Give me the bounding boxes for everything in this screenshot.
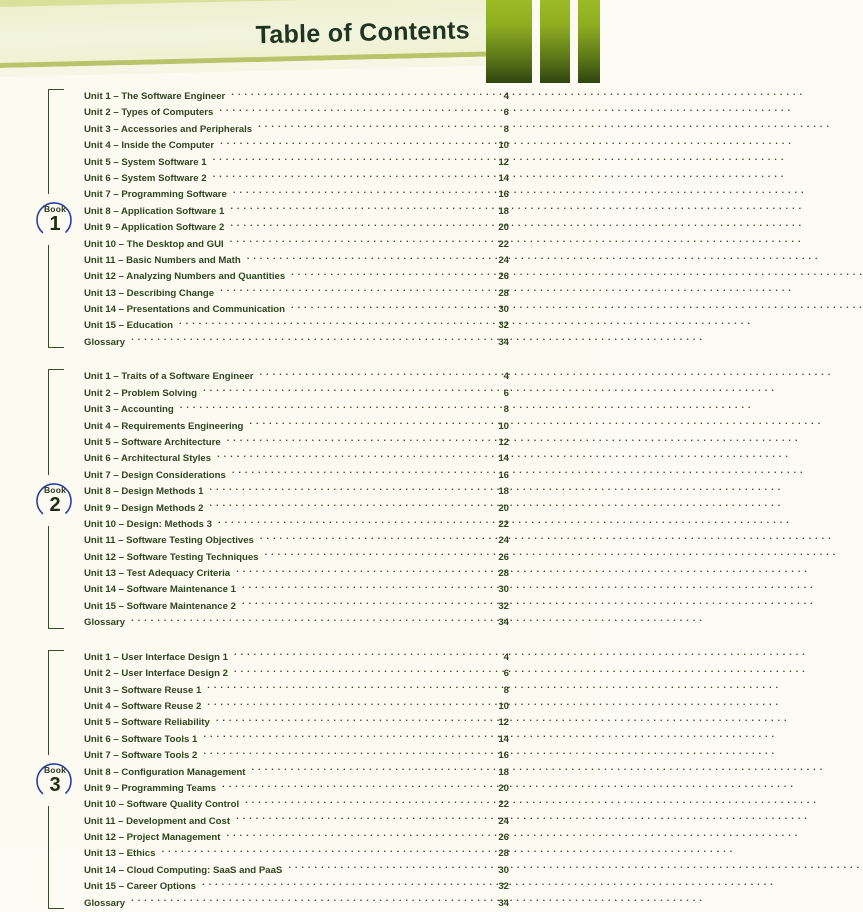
toc-entry-page-number: 14 xyxy=(498,172,509,184)
toc-leader-dots xyxy=(234,665,487,676)
toc-leader-dots xyxy=(260,368,487,379)
toc-leader-dots xyxy=(219,104,487,115)
toc-entry-page-number: 30 xyxy=(498,584,509,596)
toc-entry-page-number: 6 xyxy=(503,668,509,680)
toc-entry-list xyxy=(84,649,509,911)
book-badge-2 xyxy=(33,478,77,522)
toc-leader-dots xyxy=(131,614,487,625)
toc-entry-label: Unit 15 – Education xyxy=(84,320,174,332)
toc-entry-page-number: 26 xyxy=(498,551,509,563)
toc-entry-page-number: 30 xyxy=(498,864,509,876)
toc-entry-label: Unit 4 – Software Reuse 2 xyxy=(84,700,202,712)
toc-entry-page-number: 4 xyxy=(503,371,509,383)
toc-entry-label: Unit 13 – Ethics xyxy=(84,848,156,860)
book-bracket-bottom xyxy=(48,245,64,348)
toc-entry-page-number: 12 xyxy=(498,717,509,729)
toc-leader-dots xyxy=(236,813,487,824)
toc-leader-dots xyxy=(245,796,487,807)
toc-entry-label: Unit 7 – Programming Software xyxy=(84,189,227,201)
toc-entry-page-number: 26 xyxy=(498,832,509,844)
toc-entry-label: Unit 7 – Design Considerations xyxy=(84,469,226,481)
toc-leader-dots xyxy=(249,418,487,429)
toc-content xyxy=(0,88,600,911)
toc-leader-dots xyxy=(291,301,487,312)
toc-entry-label: Unit 10 – The Desktop and GUI xyxy=(84,238,224,250)
toc-entry-label: Glossary xyxy=(84,617,126,629)
toc-leader-dots xyxy=(216,714,487,725)
toc-entry-label: Unit 5 – Software Architecture xyxy=(84,436,221,448)
toc-entry-label: Unit 15 – Software Maintenance 2 xyxy=(84,600,236,612)
toc-leader-dots xyxy=(232,467,487,478)
toc-leader-dots xyxy=(291,268,487,279)
toc-entry-label: Unit 15 – Career Options xyxy=(84,881,196,893)
toc-entry-page-number: 30 xyxy=(498,304,509,316)
book-badge-word: Book xyxy=(43,204,67,215)
toc-entry-page-number: 34 xyxy=(498,897,509,909)
toc-leader-dots xyxy=(242,581,487,592)
toc-leader-dots xyxy=(213,170,487,181)
book-badge-word: Book xyxy=(43,764,67,775)
toc-leader-dots xyxy=(252,764,487,775)
toc-leader-dots xyxy=(180,401,487,412)
toc-entry-label: Unit 1 – User Interface Design 1 xyxy=(84,651,228,663)
book-bracket-bottom xyxy=(48,806,64,909)
toc-leader-dots xyxy=(258,121,487,132)
toc-entry-label: Unit 10 – Software Quality Control xyxy=(84,799,240,811)
book-badge-number: 1 xyxy=(49,213,61,236)
toc-entry-page-number: 10 xyxy=(498,140,509,152)
toc-entry-label: Unit 12 – Project Management xyxy=(84,832,221,844)
book-bracket-top xyxy=(48,89,64,194)
green-bar-1 xyxy=(486,0,532,83)
toc-entry[interactable] xyxy=(84,334,509,350)
toc-entry-page-number: 32 xyxy=(498,881,509,893)
toc-entry-page-number: 4 xyxy=(503,651,509,663)
toc-leader-dots xyxy=(218,516,487,527)
toc-entry-page-number: 34 xyxy=(498,617,509,629)
toc-leader-dots xyxy=(202,878,487,889)
book-group-1 xyxy=(0,88,600,350)
toc-leader-dots xyxy=(209,483,487,494)
toc-entry-label: Unit 8 – Design Methods 1 xyxy=(84,486,204,498)
toc-entry-page-number: 26 xyxy=(498,271,509,283)
toc-leader-dots xyxy=(230,236,487,247)
toc-entry-page-number: 28 xyxy=(498,848,509,860)
toc-entry-label: Unit 13 – Describing Change xyxy=(84,287,215,299)
book-badge-number: 3 xyxy=(49,773,61,796)
toc-entry-label: Unit 13 – Test Adequacy Criteria xyxy=(84,568,231,580)
toc-entry-label: Unit 4 – Requirements Engineering xyxy=(84,420,244,432)
toc-entry-page-number: 18 xyxy=(498,486,509,498)
toc-entry-label: Unit 8 – Application Software 1 xyxy=(84,205,225,217)
toc-leader-dots xyxy=(203,747,487,758)
toc-leader-dots xyxy=(233,186,487,197)
toc-leader-dots xyxy=(288,862,487,873)
toc-entry-label: Unit 11 – Basic Numbers and Math xyxy=(84,254,241,266)
page-title: Table of Contents xyxy=(255,16,471,50)
toc-entry-list xyxy=(84,88,509,350)
toc-entry-page-number: 22 xyxy=(498,799,509,811)
toc-entry-page-number: 24 xyxy=(498,535,509,547)
toc-entry-page-number: 32 xyxy=(498,320,509,332)
toc-entry-page-number: 20 xyxy=(498,782,509,794)
toc-entry-label: Unit 5 – Software Reliability xyxy=(84,717,210,729)
toc-entry-page-number: 24 xyxy=(498,254,509,266)
toc-entry-page-number: 20 xyxy=(498,502,509,514)
toc-entry-label: Unit 3 – Accessories and Peripherals xyxy=(84,123,253,135)
toc-leader-dots xyxy=(265,549,488,560)
toc-entry-label: Unit 5 – System Software 1 xyxy=(84,156,207,168)
toc-leader-dots xyxy=(179,317,487,328)
toc-entry-label: Unit 3 – Accounting xyxy=(84,404,174,416)
toc-leader-dots xyxy=(234,649,487,660)
toc-entry-page-number: 16 xyxy=(498,469,509,481)
toc-entry-page-number: 6 xyxy=(503,107,509,119)
toc-leader-dots xyxy=(131,334,487,345)
toc-leader-dots xyxy=(220,137,487,148)
toc-entry-page-number: 4 xyxy=(503,91,509,102)
toc-entry-page-number: 10 xyxy=(498,420,509,432)
toc-entry-label: Unit 11 – Development and Cost xyxy=(84,815,231,827)
toc-leader-dots xyxy=(226,829,487,840)
toc-entry-page-number: 22 xyxy=(498,238,509,250)
toc-entry-label: Unit 14 – Software Maintenance 1 xyxy=(84,584,236,596)
toc-entry-page-number: 8 xyxy=(503,123,509,135)
toc-leader-dots xyxy=(207,698,487,709)
toc-entry-page-number: 6 xyxy=(503,387,509,399)
toc-leader-dots xyxy=(131,895,487,906)
toc-leader-dots xyxy=(260,532,487,543)
toc-entry-label: Unit 9 – Application Software 2 xyxy=(84,222,225,234)
book-group-2 xyxy=(0,368,600,630)
toc-leader-dots xyxy=(247,252,487,263)
book-badge-1 xyxy=(33,197,77,241)
toc-entry-page-number: 12 xyxy=(498,156,509,168)
toc-entry-page-number: 34 xyxy=(498,336,509,348)
toc-entry-page-number: 28 xyxy=(498,287,509,299)
toc-entry-page-number: 12 xyxy=(498,436,509,448)
toc-leader-dots xyxy=(230,203,487,214)
toc-entry-page-number: 16 xyxy=(498,189,509,201)
book-bracket-top xyxy=(48,369,64,474)
toc-entry-label: Glossary xyxy=(84,336,126,348)
toc-leader-dots xyxy=(203,385,487,396)
toc-entry-page-number: 20 xyxy=(498,222,509,234)
book-badge-word: Book xyxy=(43,484,67,495)
toc-entry-label: Unit 14 – Presentations and Communication xyxy=(84,304,285,316)
toc-entry-page-number: 28 xyxy=(498,568,509,580)
toc-entry-label: Unit 2 – Problem Solving xyxy=(84,387,198,399)
toc-entry-label: Unit 10 – Design: Methods 3 xyxy=(84,518,212,530)
toc-entry-page-number: 22 xyxy=(498,518,509,530)
decorative-green-bars xyxy=(486,0,600,83)
green-bar-3 xyxy=(578,0,600,83)
toc-leader-dots xyxy=(231,88,487,99)
toc-entry-label: Glossary xyxy=(84,897,126,909)
toc-entry-page-number: 8 xyxy=(503,404,509,416)
toc-entry-label: Unit 6 – Software Tools 1 xyxy=(84,733,198,745)
toc-entry-page-number: 18 xyxy=(498,766,509,778)
toc-leader-dots xyxy=(217,450,487,461)
toc-entry-page-number: 32 xyxy=(498,600,509,612)
toc-entry-page-number: 14 xyxy=(498,453,509,465)
toc-entry-label: Unit 6 – Architectural Styles xyxy=(84,453,212,465)
book-badge-number: 2 xyxy=(49,493,61,516)
toc-entry-label: Unit 9 – Design Methods 2 xyxy=(84,502,204,514)
book-bracket-top xyxy=(48,650,64,755)
book-badge-3 xyxy=(33,758,77,802)
toc-leader-dots xyxy=(220,285,487,296)
toc-entry-label: Unit 1 – Traits of a Software Engineer xyxy=(84,371,254,383)
toc-entry-label: Unit 1 – The Software Engineer xyxy=(84,91,226,102)
book-bracket-bottom xyxy=(48,526,64,629)
toc-entry-label: Unit 12 – Analyzing Numbers and Quantities xyxy=(84,271,286,283)
green-bar-2 xyxy=(540,0,570,83)
book-group-3 xyxy=(0,649,600,911)
toc-entry-label: Unit 8 – Configuration Management xyxy=(84,766,246,778)
toc-leader-dots xyxy=(203,731,487,742)
toc-entry-label: Unit 14 – Cloud Computing: SaaS and PaaS xyxy=(84,864,283,876)
toc-entry-label: Unit 9 – Programming Teams xyxy=(84,782,217,794)
toc-leader-dots xyxy=(222,780,487,791)
toc-entry-list xyxy=(84,368,509,630)
toc-entry[interactable] xyxy=(84,895,509,911)
toc-leader-dots xyxy=(227,434,487,445)
toc-leader-dots xyxy=(209,500,487,511)
toc-entry-label: Unit 3 – Software Reuse 1 xyxy=(84,684,202,696)
toc-entry-label: Unit 12 – Software Testing Techniques xyxy=(84,551,259,563)
toc-entry-label: Unit 11 – Software Testing Objectives xyxy=(84,535,254,547)
toc-entry-page-number: 24 xyxy=(498,815,509,827)
toc-entry-page-number: 8 xyxy=(503,684,509,696)
toc-leader-dots xyxy=(161,845,487,856)
toc-entry-label: Unit 2 – User Interface Design 2 xyxy=(84,668,228,680)
toc-entry[interactable] xyxy=(84,614,509,630)
toc-leader-dots xyxy=(207,682,487,693)
toc-entry-page-number: 10 xyxy=(498,700,509,712)
toc-leader-dots xyxy=(236,565,487,576)
toc-leader-dots xyxy=(230,219,487,230)
toc-entry-label: Unit 6 – System Software 2 xyxy=(84,172,207,184)
toc-entry-page-number: 14 xyxy=(498,733,509,745)
toc-entry-label: Unit 4 – Inside the Computer xyxy=(84,140,215,152)
toc-leader-dots xyxy=(242,598,487,609)
toc-entry-page-number: 16 xyxy=(498,750,509,762)
toc-entry-label: Unit 2 – Types of Computers xyxy=(84,107,214,119)
toc-entry-page-number: 18 xyxy=(498,205,509,217)
toc-leader-dots xyxy=(213,154,487,165)
toc-entry-label: Unit 7 – Software Tools 2 xyxy=(84,750,198,762)
